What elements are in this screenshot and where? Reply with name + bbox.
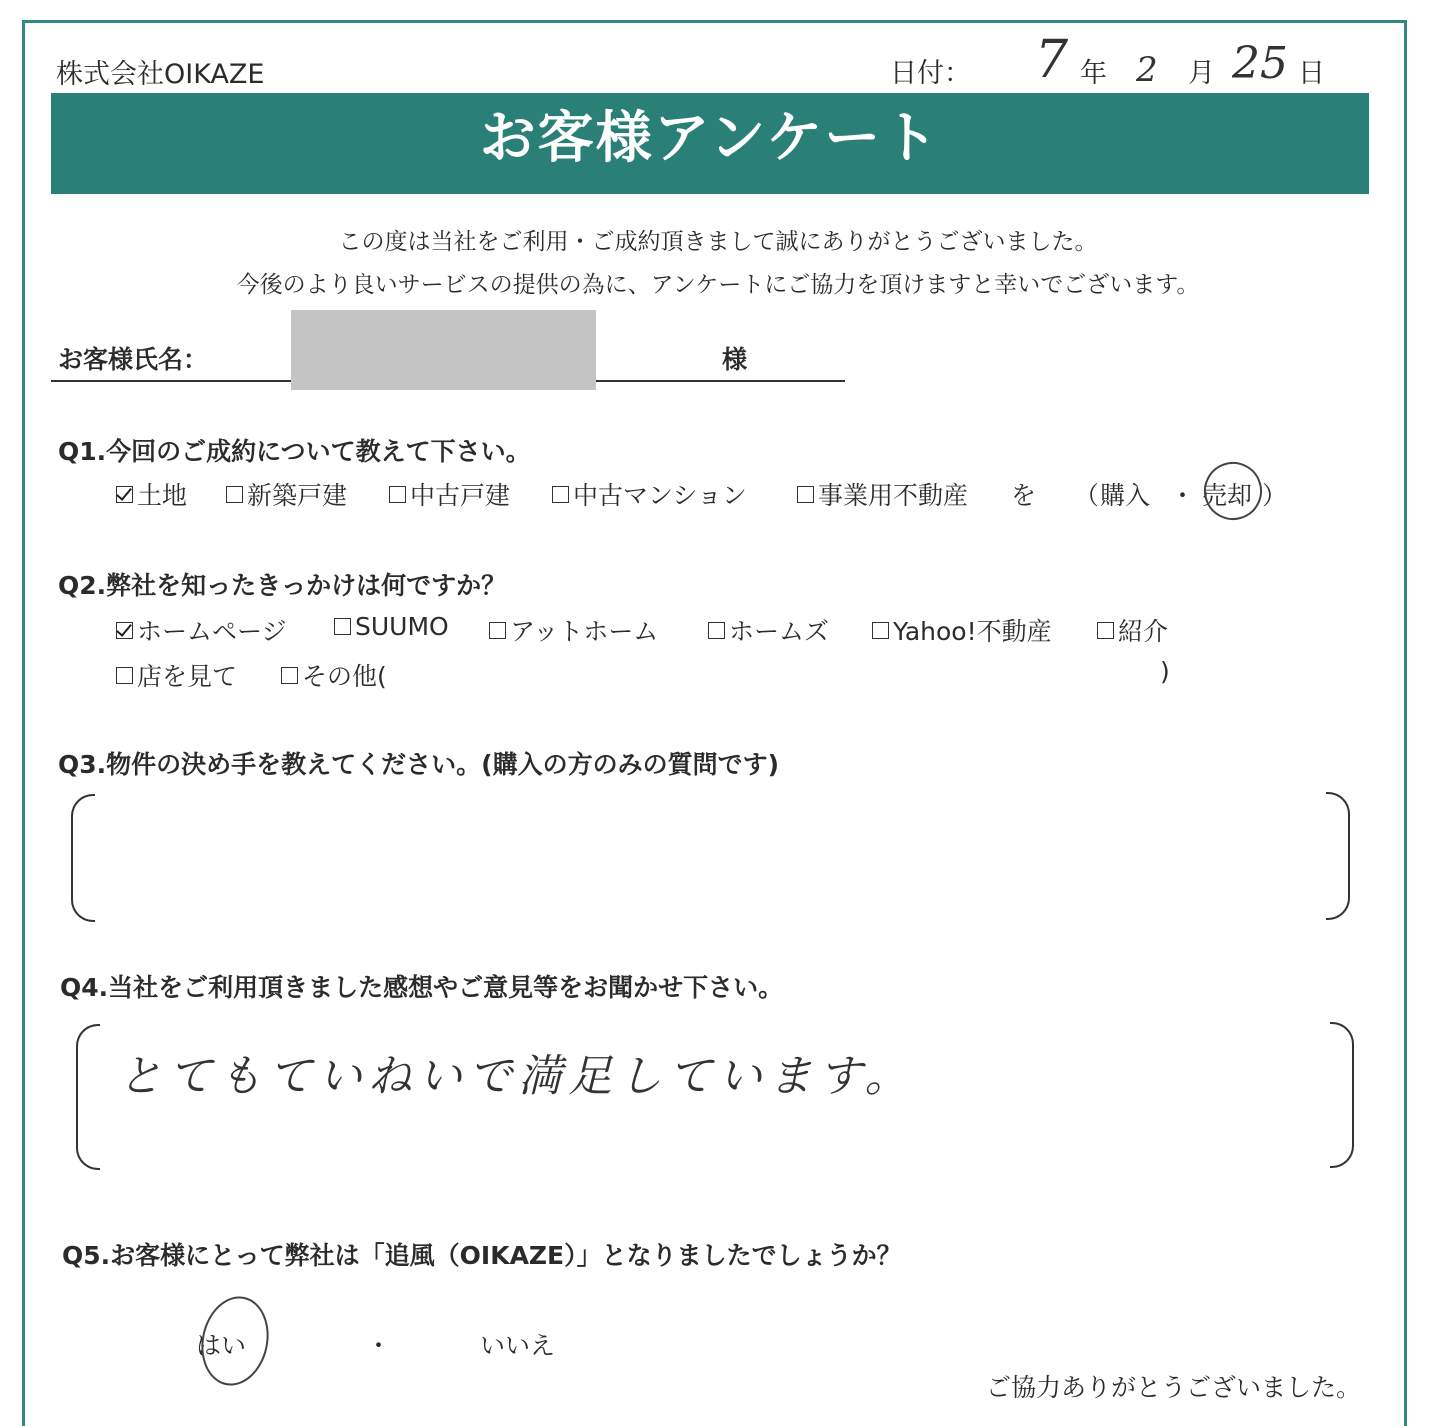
q5-separator: ・ bbox=[366, 1331, 392, 1360]
q2-option-store[interactable]: 店を見て bbox=[116, 657, 237, 693]
date-day-handwritten: 25 bbox=[1232, 38, 1288, 89]
q1-choice-separator: ・ bbox=[1170, 481, 1196, 510]
customer-name-redaction bbox=[291, 310, 596, 390]
date-month-handwritten: 2 bbox=[1136, 50, 1158, 90]
q1-checkbox-land[interactable] bbox=[116, 486, 133, 503]
q1-checkbox-used-condo[interactable] bbox=[552, 486, 569, 503]
q1-option-used-house[interactable]: 中古戸建 bbox=[389, 476, 510, 512]
date-year-handwritten: 7 bbox=[1035, 30, 1069, 90]
q4-answer-handwritten[interactable]: とてもていねいで満足しています。 bbox=[118, 1051, 915, 1102]
q2-checkbox-homepage[interactable] bbox=[116, 622, 133, 639]
q2-option-yahoo[interactable]: Yahoo!不動産 bbox=[872, 612, 1052, 648]
q1-sell-circle-mark bbox=[1196, 454, 1270, 528]
q5-yes-circle-mark bbox=[193, 1290, 276, 1392]
q1-option-commercial[interactable]: 事業用不動産 bbox=[797, 476, 968, 512]
q1-checkbox-commercial[interactable] bbox=[797, 486, 814, 503]
q1-checkbox-used-house[interactable] bbox=[389, 486, 406, 503]
q2-option-homepage[interactable]: ホームページ bbox=[116, 612, 287, 648]
intro-line-2: 今後のより良いサービスの提供の為に、アンケートにご協力を頂けますと幸いでございます。 bbox=[236, 272, 1200, 298]
q2-checkbox-suumo[interactable] bbox=[334, 618, 351, 635]
q2-option-suumo[interactable]: SUUMO bbox=[334, 612, 449, 641]
date-label: 日付： bbox=[890, 58, 971, 89]
q4-question: Q4.当社をご利用頂きました感想やご意見等をお聞かせ下さい。 bbox=[60, 973, 784, 1002]
q2-checkbox-homes[interactable] bbox=[708, 622, 725, 639]
q5-option-yes[interactable]: はい bbox=[196, 1331, 247, 1360]
customer-name-label: お客様氏名： bbox=[58, 345, 209, 374]
footer-thanks: ご協力ありがとうございました。 bbox=[986, 1373, 1362, 1402]
customer-name-suffix: 様 bbox=[722, 345, 748, 374]
q2-checkbox-yahoo[interactable] bbox=[872, 622, 889, 639]
q4-answer-bracket-right bbox=[1330, 1022, 1354, 1168]
survey-title: お客様アンケート bbox=[479, 106, 941, 171]
q1-choice-open: （ bbox=[1074, 481, 1100, 510]
q2-option-athome[interactable]: アットホーム bbox=[489, 612, 658, 648]
date-day-unit: 日 bbox=[1298, 58, 1325, 89]
q3-question: Q3.物件の決め手を教えてください。(購入の方のみの質問です) bbox=[58, 750, 779, 779]
q1-option-land[interactable]: 土地 bbox=[116, 476, 187, 512]
q1-particle: を bbox=[1011, 481, 1037, 510]
date-year-unit: 年 bbox=[1080, 58, 1107, 89]
q4-answer-bracket-left bbox=[76, 1024, 100, 1170]
q1-choice-close: ） bbox=[1262, 481, 1288, 510]
q2-checkbox-referral[interactable] bbox=[1097, 622, 1114, 639]
q2-option-homes[interactable]: ホームズ bbox=[708, 612, 829, 648]
q1-choice-buy[interactable]: 購入 bbox=[1100, 481, 1151, 510]
q2-question: Q2.弊社を知ったきっかけは何ですか？ bbox=[58, 571, 507, 600]
q2-checkbox-store[interactable] bbox=[116, 667, 133, 684]
title-banner bbox=[51, 93, 1369, 194]
q2-option-other[interactable]: その他( bbox=[281, 657, 387, 693]
q3-answer-bracket-left bbox=[71, 794, 95, 922]
frame-top-border bbox=[22, 20, 1406, 23]
q1-option-used-condo[interactable]: 中古マンション bbox=[552, 476, 747, 512]
q2-option-referral[interactable]: 紹介 bbox=[1097, 612, 1168, 648]
intro-line-1: この度は当社をご利用・ご成約頂きまして誠にありがとうございました。 bbox=[338, 229, 1098, 255]
q2-checkbox-other[interactable] bbox=[281, 667, 298, 684]
q2-checkbox-athome[interactable] bbox=[489, 622, 506, 639]
company-name: 株式会社OIKAZE bbox=[56, 59, 265, 90]
q1-choice-sell[interactable]: 売却 bbox=[1202, 481, 1253, 510]
q2-other-close: ) bbox=[1160, 657, 1170, 686]
q3-answer-bracket-right bbox=[1326, 792, 1350, 920]
date-month-unit: 月 bbox=[1188, 58, 1215, 89]
q5-question: Q5.お客様にとって弊社は「追風（OIKAZE）」となりましたでしょうか？ bbox=[62, 1241, 902, 1270]
q1-option-new-house[interactable]: 新築戸建 bbox=[226, 476, 347, 512]
q5-option-no[interactable]: いいえ bbox=[480, 1331, 556, 1360]
q1-checkbox-new-house[interactable] bbox=[226, 486, 243, 503]
q1-question: Q1.今回のご成約について教えて下さい。 bbox=[58, 437, 531, 466]
